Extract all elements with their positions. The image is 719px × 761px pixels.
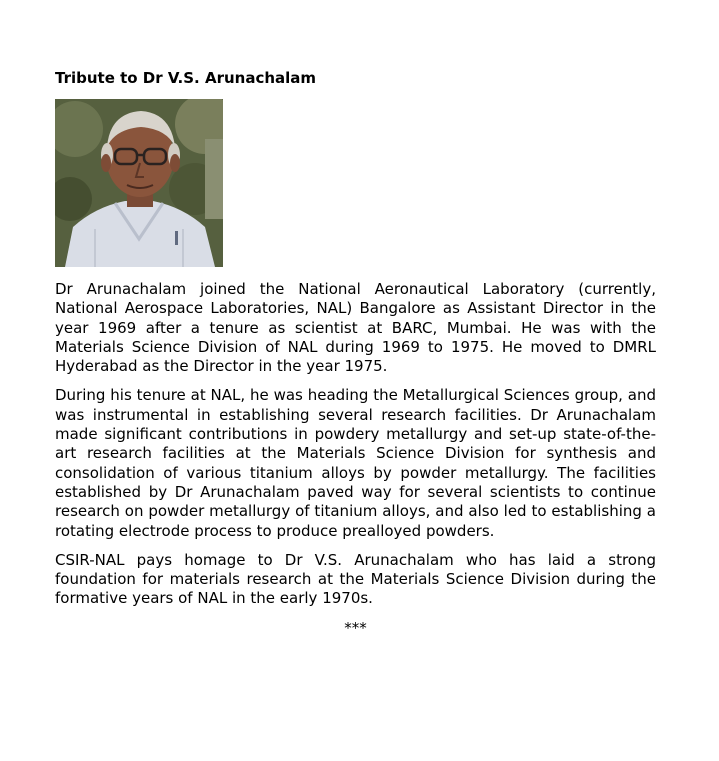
paragraph: Dr Arunachalam joined the National Aeronautical Laboratory (currently, National Aerospace Laboratories, NAL) Bangalore as Assistant Director in the year 1969 after a tenure as scientist at BARC, Mumbai. He was with the Materials Science Division of NAL during 1969 to 1975. He moved to DMRL Hyderabad as the Director in the year 1975. — [55, 280, 656, 376]
document-title: Tribute to Dr V.S. Arunachalam — [55, 69, 317, 87]
document-page — [55, 68, 656, 638]
paragraph: During his tenure at NAL, he was heading the Metallurgical Sciences group, and was instrumental in establishing several research facilities. Dr Arunachalam made significant contributions in powdery metallurgy and set-up state-of-the-art research facilities at the Materials Science Division for synthesis and consolidation of various titanium alloys by powder metallurgy. The facilities established by Dr Arunachalam paved way for several scientists to continue research on powder metallurgy of titanium alloys, and also led to establishing a rotating electrode process to produce prealloyed powders. — [55, 386, 656, 540]
end-mark: *** — [344, 618, 367, 637]
portrait-photo — [55, 99, 223, 267]
paragraph: CSIR-NAL pays homage to Dr V.S. Arunachalam who has laid a strong foundation for materials research at the Materials Science Division during the formative years of NAL in the early 1970s. — [55, 550, 656, 608]
